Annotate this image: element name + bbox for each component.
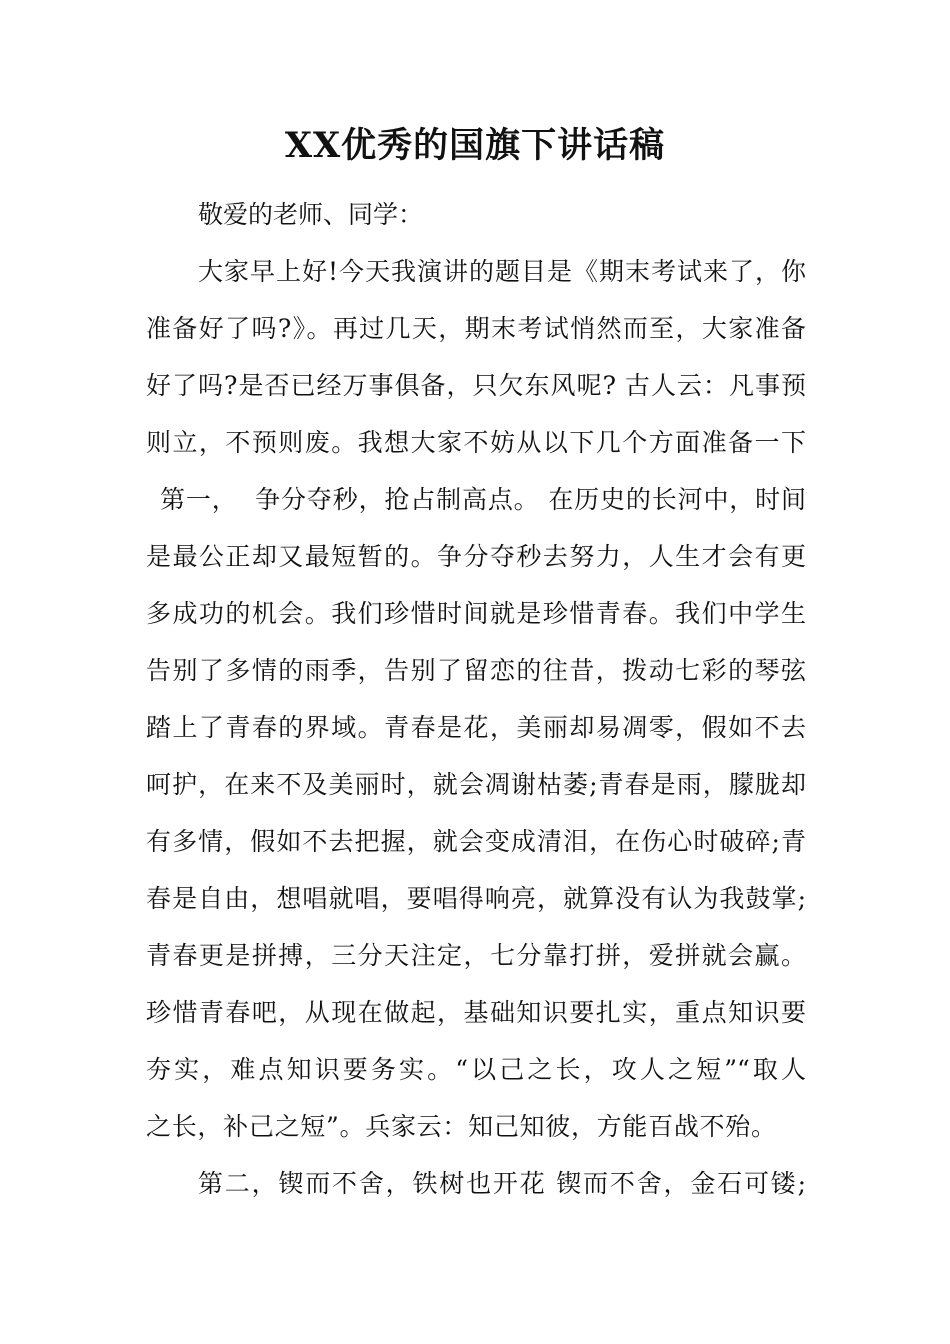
- body-line-14: 珍惜青春吧，从现在做起，基础知识要扎实，重点知识要: [146, 998, 806, 1027]
- body-line-11: 有多情，假如不去把握，就会变成清泪，在伤心时破碎;青: [146, 827, 806, 856]
- body-line-3: 好了吗?是否已经万事俱备，只欠东风呢? 古人云：凡事预: [146, 371, 806, 400]
- body-line-13: 青春更是拼搏，三分天注定，七分靠打拼，爱拼就会赢。: [146, 941, 806, 970]
- body-line-12: 春是自由，想唱就唱，要唱得响亮，就算没有认为我鼓掌;: [146, 884, 806, 913]
- body-line-7: 多成功的机会。我们珍惜时间就是珍惜青春。我们中学生: [146, 599, 806, 628]
- body-line-15: 夯实，难点知识要务实。“以己之长，攻人之短”“取人: [146, 1055, 806, 1084]
- body-line-10: 呵护，在来不及美丽时，就会凋谢枯萎;青春是雨，朦胧却: [146, 770, 806, 799]
- body-line-2: 准备好了吗?》。再过几天，期末考试悄然而至，大家准备: [146, 314, 806, 343]
- body-line-4: 则立，不预则废。我想大家不妨从以下几个方面准备一下: [146, 428, 806, 457]
- body-line-9: 踏上了青春的界域。青春是花，美丽却易凋零，假如不去: [146, 713, 806, 742]
- body-line-5: 第一， 争分夺秒，抢占制高点。 在历史的长河中，时间: [160, 485, 806, 514]
- salutation-line: 敬爱的老师、同学：: [198, 200, 424, 229]
- body-line-1: 大家早上好!今天我演讲的题目是《期末考试来了，你: [198, 257, 806, 286]
- body-line-8: 告别了多情的雨季，告别了留恋的往昔，拨动七彩的琴弦: [146, 656, 806, 685]
- document-title: XX优秀的国旗下讲话稿: [284, 125, 666, 166]
- body-line-6: 是最公正却又最短暂的。争分夺秒去努力，人生才会有更: [146, 542, 806, 571]
- body-line-16: 之长，补己之短”。兵家云：知己知彼，方能百战不殆。: [146, 1112, 776, 1141]
- body-line-17: 第二，锲而不舍，铁树也开花 锲而不舍，金石可镂;: [198, 1169, 806, 1198]
